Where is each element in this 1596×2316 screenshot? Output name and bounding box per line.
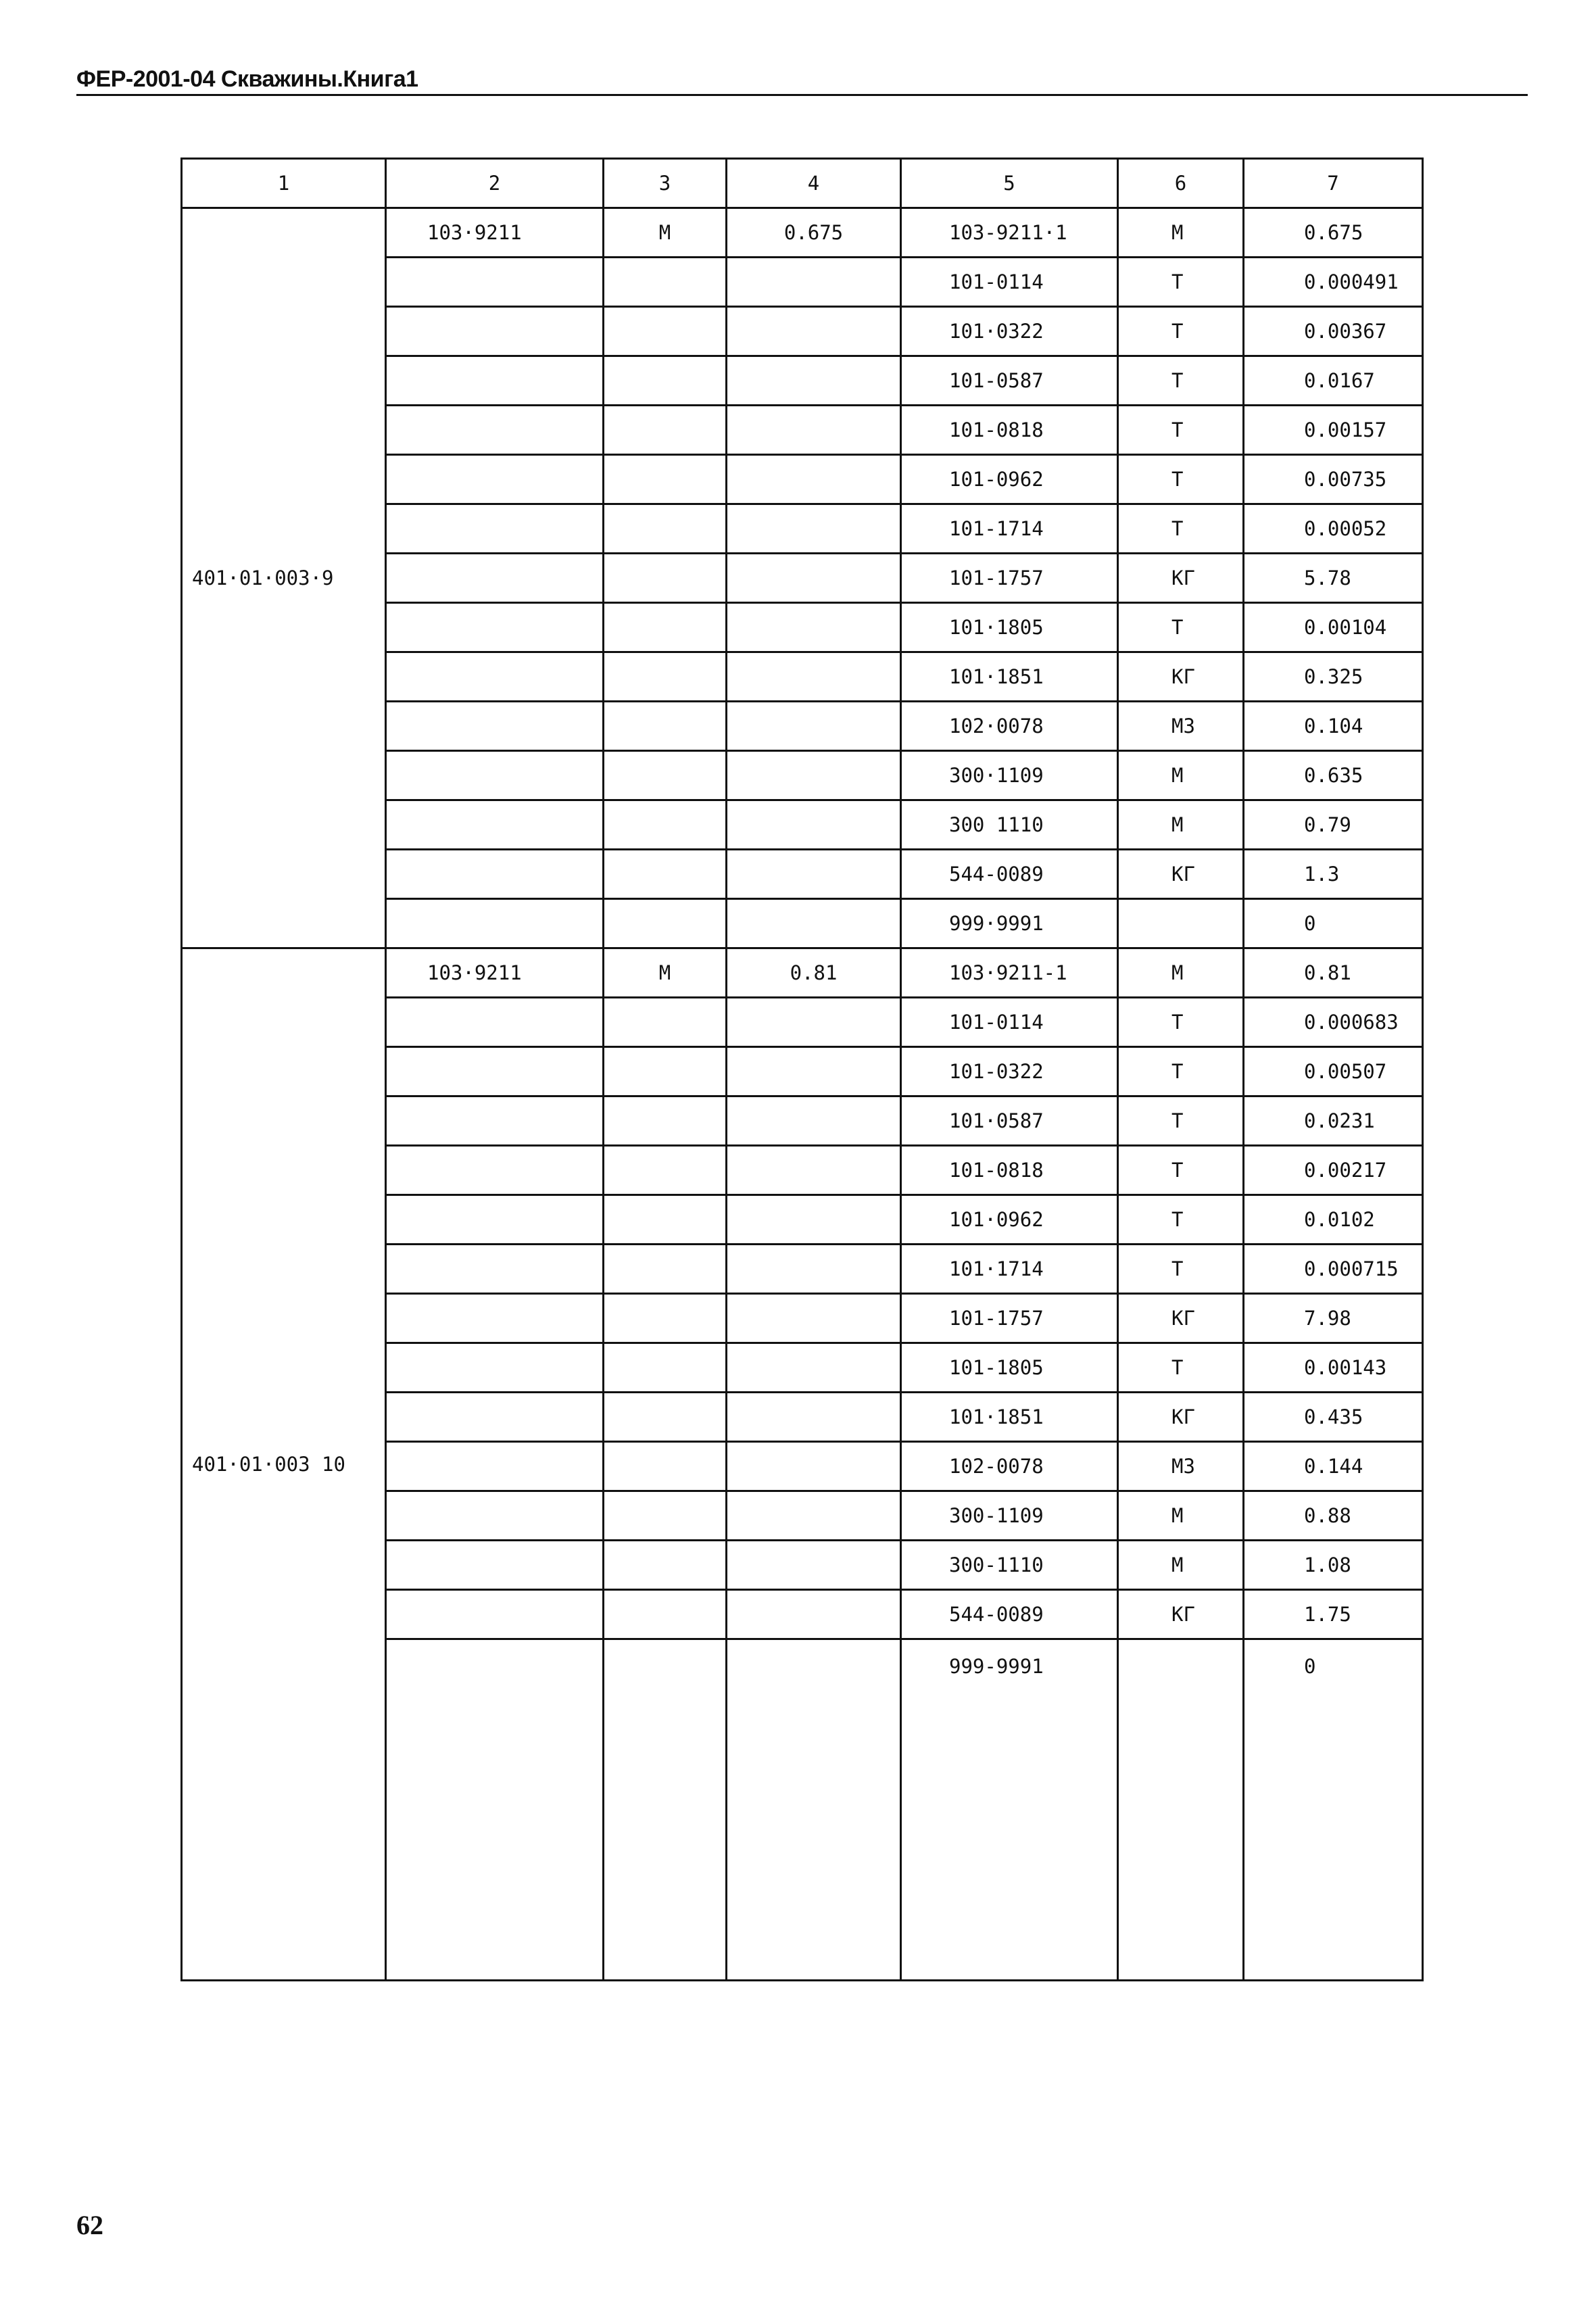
material-code-cell: 101-0114 bbox=[901, 998, 1118, 1047]
empty-cell bbox=[727, 1047, 901, 1096]
column-header: 2 bbox=[386, 159, 604, 208]
material-unit-cell: КГ bbox=[1118, 554, 1244, 603]
column-header: 6 bbox=[1118, 159, 1244, 208]
material-unit-cell: Т bbox=[1118, 1096, 1244, 1146]
empty-cell bbox=[727, 1146, 901, 1195]
material-unit-cell: М bbox=[1118, 800, 1244, 850]
empty-cell bbox=[386, 751, 604, 800]
empty-cell bbox=[604, 554, 727, 603]
empty-cell bbox=[604, 1393, 727, 1442]
material-unit-cell: М bbox=[1118, 208, 1244, 258]
material-unit-cell: Т bbox=[1118, 603, 1244, 652]
material-unit-cell: Т bbox=[1118, 1245, 1244, 1294]
material-value-cell: 0.635 bbox=[1244, 751, 1423, 800]
material-unit-cell: Т bbox=[1118, 504, 1244, 554]
empty-cell bbox=[727, 307, 901, 356]
empty-cell bbox=[727, 1541, 901, 1590]
material-code-cell: 101-0587 bbox=[901, 356, 1118, 406]
empty-cell bbox=[727, 850, 901, 899]
table-row bbox=[182, 208, 1423, 258]
column-header: 1 bbox=[182, 159, 386, 208]
material-code-cell: 300-1109 bbox=[901, 1491, 1118, 1541]
empty-cell bbox=[604, 702, 727, 751]
material-value-cell: 0.00217 bbox=[1244, 1146, 1423, 1195]
empty-cell bbox=[604, 1442, 727, 1491]
material-code-cell: 101-0818 bbox=[901, 1146, 1118, 1195]
material-value-cell: 0.675 bbox=[1244, 208, 1423, 258]
quantity-cell: 0.81 bbox=[727, 948, 901, 998]
material-unit-cell: Т bbox=[1118, 455, 1244, 504]
material-code-cell: 101·1851 bbox=[901, 652, 1118, 702]
material-unit-cell: КГ bbox=[1118, 1590, 1244, 1639]
empty-cell bbox=[727, 258, 901, 307]
empty-cell bbox=[604, 1096, 727, 1146]
table-body bbox=[182, 159, 1423, 1981]
material-value-cell: 7.98 bbox=[1244, 1294, 1423, 1343]
unit-cell: М bbox=[604, 948, 727, 998]
empty-cell bbox=[604, 751, 727, 800]
material-code-cell: 999·9991 bbox=[901, 899, 1118, 948]
page-number: 62 bbox=[76, 2210, 103, 2240]
empty-cell bbox=[604, 1146, 727, 1195]
document-header-title: ФЕР-2001-04 Скважины.Книга1 bbox=[76, 66, 418, 92]
empty-cell bbox=[727, 1639, 901, 1981]
header-rule bbox=[76, 94, 1528, 96]
material-code-cell: 300-1110 bbox=[901, 1541, 1118, 1590]
material-value-cell: 1.75 bbox=[1244, 1590, 1423, 1639]
empty-cell bbox=[386, 356, 604, 406]
material-value-cell: 0.325 bbox=[1244, 652, 1423, 702]
material-unit-cell: М bbox=[1118, 1491, 1244, 1541]
empty-cell bbox=[604, 1491, 727, 1541]
empty-cell bbox=[727, 1294, 901, 1343]
material-value-cell: 0.000715 bbox=[1244, 1245, 1423, 1294]
material-unit-cell: Т bbox=[1118, 1146, 1244, 1195]
material-code-cell: 101-1757 bbox=[901, 554, 1118, 603]
material-unit-cell: М3 bbox=[1118, 702, 1244, 751]
empty-cell bbox=[727, 603, 901, 652]
material-value-cell: 0.00507 bbox=[1244, 1047, 1423, 1096]
empty-cell bbox=[386, 1639, 604, 1981]
material-value-cell: 0.00143 bbox=[1244, 1343, 1423, 1393]
empty-cell bbox=[386, 1442, 604, 1491]
empty-cell bbox=[727, 1343, 901, 1393]
empty-cell bbox=[386, 554, 604, 603]
empty-cell bbox=[386, 1294, 604, 1343]
empty-cell bbox=[727, 504, 901, 554]
column-header: 7 bbox=[1244, 159, 1423, 208]
empty-cell bbox=[386, 307, 604, 356]
empty-cell bbox=[727, 751, 901, 800]
material-code-cell: 101-1757 bbox=[901, 1294, 1118, 1343]
material-unit-cell bbox=[1118, 899, 1244, 948]
empty-cell bbox=[604, 652, 727, 702]
empty-cell bbox=[604, 258, 727, 307]
empty-cell bbox=[386, 899, 604, 948]
empty-cell bbox=[604, 603, 727, 652]
material-unit-cell: М bbox=[1118, 751, 1244, 800]
empty-cell bbox=[604, 356, 727, 406]
column-header: 5 bbox=[901, 159, 1118, 208]
material-value-cell: 5.78 bbox=[1244, 554, 1423, 603]
material-value-cell: 0.104 bbox=[1244, 702, 1423, 751]
material-unit-cell bbox=[1118, 1639, 1244, 1981]
material-unit-cell: Т bbox=[1118, 1343, 1244, 1393]
material-value-cell: 0.144 bbox=[1244, 1442, 1423, 1491]
empty-cell bbox=[386, 702, 604, 751]
table-row bbox=[182, 948, 1423, 998]
resource-code-cell: 103·9211 bbox=[386, 208, 604, 258]
empty-cell bbox=[604, 1541, 727, 1590]
empty-cell bbox=[604, 1343, 727, 1393]
empty-cell bbox=[727, 1442, 901, 1491]
material-value-cell: 0.0167 bbox=[1244, 356, 1423, 406]
empty-cell bbox=[604, 504, 727, 554]
empty-cell bbox=[604, 1047, 727, 1096]
material-value-cell: 0.00104 bbox=[1244, 603, 1423, 652]
material-unit-cell: М bbox=[1118, 1541, 1244, 1590]
table-header-row bbox=[182, 159, 1423, 208]
material-value-cell: 0 bbox=[1244, 899, 1423, 948]
material-value-cell: 0.000491 bbox=[1244, 258, 1423, 307]
material-unit-cell: Т bbox=[1118, 258, 1244, 307]
empty-cell bbox=[727, 356, 901, 406]
material-unit-cell: М3 bbox=[1118, 1442, 1244, 1491]
empty-cell bbox=[386, 652, 604, 702]
resource-code-cell: 103·9211 bbox=[386, 948, 604, 998]
material-value-cell: 0.0102 bbox=[1244, 1195, 1423, 1245]
material-code-cell: 544-0089 bbox=[901, 1590, 1118, 1639]
unit-cell: М bbox=[604, 208, 727, 258]
empty-cell bbox=[386, 258, 604, 307]
material-code-cell: 101·0322 bbox=[901, 307, 1118, 356]
empty-cell bbox=[386, 850, 604, 899]
material-value-cell: 0.88 bbox=[1244, 1491, 1423, 1541]
material-value-cell: 1.08 bbox=[1244, 1541, 1423, 1590]
material-value-cell: 0.435 bbox=[1244, 1393, 1423, 1442]
material-code-cell: 101-1714 bbox=[901, 504, 1118, 554]
material-value-cell: 0.00735 bbox=[1244, 455, 1423, 504]
material-code-cell: 544-0089 bbox=[901, 850, 1118, 899]
empty-cell bbox=[386, 1245, 604, 1294]
material-code-cell: 102·0078 bbox=[901, 702, 1118, 751]
empty-cell bbox=[386, 1590, 604, 1639]
material-unit-cell: КГ bbox=[1118, 850, 1244, 899]
empty-cell bbox=[386, 1491, 604, 1541]
material-code-cell: 101·0587 bbox=[901, 1096, 1118, 1146]
column-header: 3 bbox=[604, 159, 727, 208]
empty-cell bbox=[727, 652, 901, 702]
material-code-cell: 101·1851 bbox=[901, 1393, 1118, 1442]
material-unit-cell: М bbox=[1118, 948, 1244, 998]
empty-cell bbox=[386, 504, 604, 554]
empty-cell bbox=[604, 800, 727, 850]
material-code-cell: 103·9211-1 bbox=[901, 948, 1118, 998]
empty-cell bbox=[604, 455, 727, 504]
empty-cell bbox=[604, 406, 727, 455]
empty-cell bbox=[604, 998, 727, 1047]
empty-cell bbox=[604, 850, 727, 899]
material-code-cell: 102-0078 bbox=[901, 1442, 1118, 1491]
rate-code-cell: 401·01·003·9 bbox=[182, 208, 386, 948]
empty-cell bbox=[727, 899, 901, 948]
material-value-cell: 0.0231 bbox=[1244, 1096, 1423, 1146]
empty-cell bbox=[727, 1195, 901, 1245]
material-code-cell: 300 1110 bbox=[901, 800, 1118, 850]
column-header: 4 bbox=[727, 159, 901, 208]
empty-cell bbox=[727, 1393, 901, 1442]
material-code-cell: 300·1109 bbox=[901, 751, 1118, 800]
material-value-cell: 0.79 bbox=[1244, 800, 1423, 850]
material-value-cell: 0.00367 bbox=[1244, 307, 1423, 356]
empty-cell bbox=[604, 1195, 727, 1245]
material-unit-cell: Т bbox=[1118, 307, 1244, 356]
material-unit-cell: Т bbox=[1118, 1047, 1244, 1096]
empty-cell bbox=[727, 800, 901, 850]
material-code-cell: 101·1714 bbox=[901, 1245, 1118, 1294]
resource-table bbox=[180, 158, 1424, 1981]
material-unit-cell: КГ bbox=[1118, 1294, 1244, 1343]
empty-cell bbox=[386, 800, 604, 850]
material-code-cell: 999-9991 bbox=[901, 1639, 1118, 1981]
empty-cell bbox=[386, 1393, 604, 1442]
material-unit-cell: Т bbox=[1118, 998, 1244, 1047]
empty-cell bbox=[386, 603, 604, 652]
empty-cell bbox=[386, 406, 604, 455]
empty-cell bbox=[604, 1294, 727, 1343]
material-code-cell: 101-0114 bbox=[901, 258, 1118, 307]
empty-cell bbox=[727, 998, 901, 1047]
empty-cell bbox=[604, 1639, 727, 1981]
material-unit-cell: Т bbox=[1118, 1195, 1244, 1245]
empty-cell bbox=[386, 1047, 604, 1096]
empty-cell bbox=[386, 455, 604, 504]
empty-cell bbox=[727, 455, 901, 504]
empty-cell bbox=[727, 1491, 901, 1541]
material-value-cell: 0.000683 bbox=[1244, 998, 1423, 1047]
empty-cell bbox=[727, 406, 901, 455]
empty-cell bbox=[386, 1343, 604, 1393]
material-code-cell: 101-0322 bbox=[901, 1047, 1118, 1096]
material-unit-cell: КГ bbox=[1118, 1393, 1244, 1442]
material-value-cell: 0.81 bbox=[1244, 948, 1423, 998]
material-code-cell: 101-1805 bbox=[901, 1343, 1118, 1393]
empty-cell bbox=[727, 1096, 901, 1146]
empty-cell bbox=[386, 998, 604, 1047]
material-value-cell: 0.00052 bbox=[1244, 504, 1423, 554]
material-unit-cell: КГ bbox=[1118, 652, 1244, 702]
empty-cell bbox=[727, 1590, 901, 1639]
empty-cell bbox=[727, 702, 901, 751]
material-value-cell: 0.00157 bbox=[1244, 406, 1423, 455]
quantity-cell: 0.675 bbox=[727, 208, 901, 258]
empty-cell bbox=[727, 554, 901, 603]
empty-cell bbox=[727, 1245, 901, 1294]
empty-cell bbox=[386, 1195, 604, 1245]
material-code-cell: 101-0962 bbox=[901, 455, 1118, 504]
material-code-cell: 101·0962 bbox=[901, 1195, 1118, 1245]
empty-cell bbox=[604, 1245, 727, 1294]
empty-cell bbox=[386, 1541, 604, 1590]
material-code-cell: 101·1805 bbox=[901, 603, 1118, 652]
material-value-cell: 1.3 bbox=[1244, 850, 1423, 899]
empty-cell bbox=[604, 307, 727, 356]
material-code-cell: 103-9211·1 bbox=[901, 208, 1118, 258]
empty-cell bbox=[604, 1590, 727, 1639]
material-unit-cell: Т bbox=[1118, 356, 1244, 406]
rate-code-cell: 401·01·003 10 bbox=[182, 948, 386, 1981]
empty-cell bbox=[604, 899, 727, 948]
material-value-cell: 0 bbox=[1244, 1639, 1423, 1981]
empty-cell bbox=[386, 1146, 604, 1195]
material-code-cell: 101-0818 bbox=[901, 406, 1118, 455]
material-unit-cell: Т bbox=[1118, 406, 1244, 455]
empty-cell bbox=[386, 1096, 604, 1146]
